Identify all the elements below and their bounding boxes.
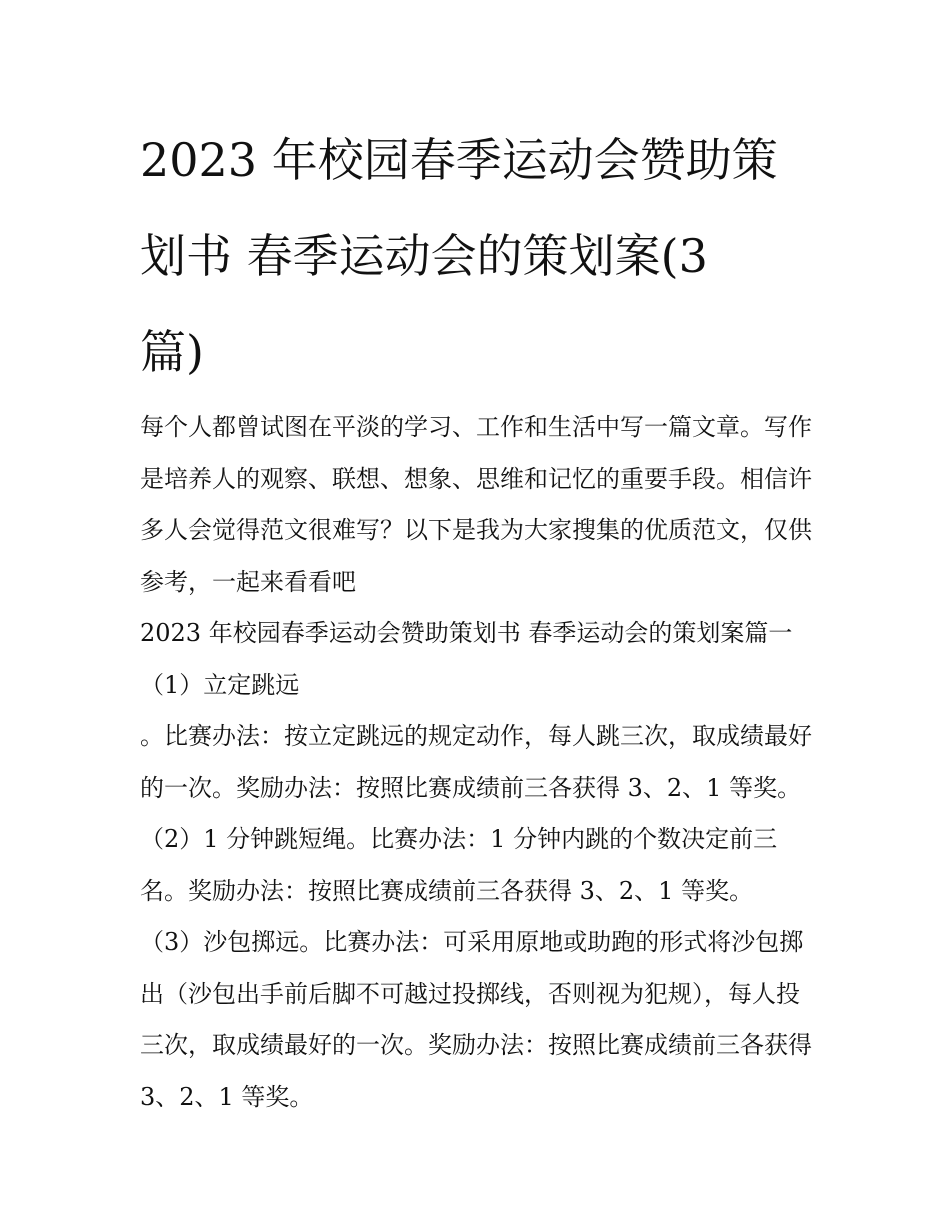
item-1-heading: （1）立定跳远 bbox=[140, 670, 300, 699]
section-heading: 2023 年校园春季运动会赞助策划书 春季运动会的策划案篇一 bbox=[140, 619, 793, 647]
document-title bbox=[140, 112, 812, 400]
intro-paragraph: 每个人都曾试图在平淡的学习、工作和生活中写一篇文章。写作是培养人的观察、联想、想象、思维和记忆的重要手段。相信许多人会觉得范文很难写？以下是我为大家搜集的优质范文，仅供参考，一起来看看吧 bbox=[140, 413, 812, 596]
item-2-paragraph: （2）1 分钟跳短绳。比赛办法：1 分钟内跳的个数决定前三名。奖励办法：按照比赛成绩前三各获得 3、2、1 等奖。 bbox=[140, 825, 778, 905]
title-line-2: 划书 春季运动会的策划案(3 bbox=[140, 229, 708, 283]
title-line-3: 篇) bbox=[140, 325, 204, 379]
document-page bbox=[140, 112, 812, 1123]
item-1-body: 。比赛办法：按立定跳远的规定动作，每人跳三次，取成绩最好的一次。奖励办法：按照比赛成绩前三各获得 3、2、1 等奖。 bbox=[140, 722, 812, 802]
title-line-1: 2023 年校园春季运动会赞助策 bbox=[140, 133, 778, 187]
item-3-paragraph: （3）沙包掷远。比赛办法：可采用原地或助跑的形式将沙包掷出（沙包出手前后脚不可越过投掷线，否则视为犯规），每人投三次，取成绩最好的一次。奖励办法：按照比赛成绩前三各获得 3、2、1 等奖。 bbox=[140, 928, 812, 1111]
